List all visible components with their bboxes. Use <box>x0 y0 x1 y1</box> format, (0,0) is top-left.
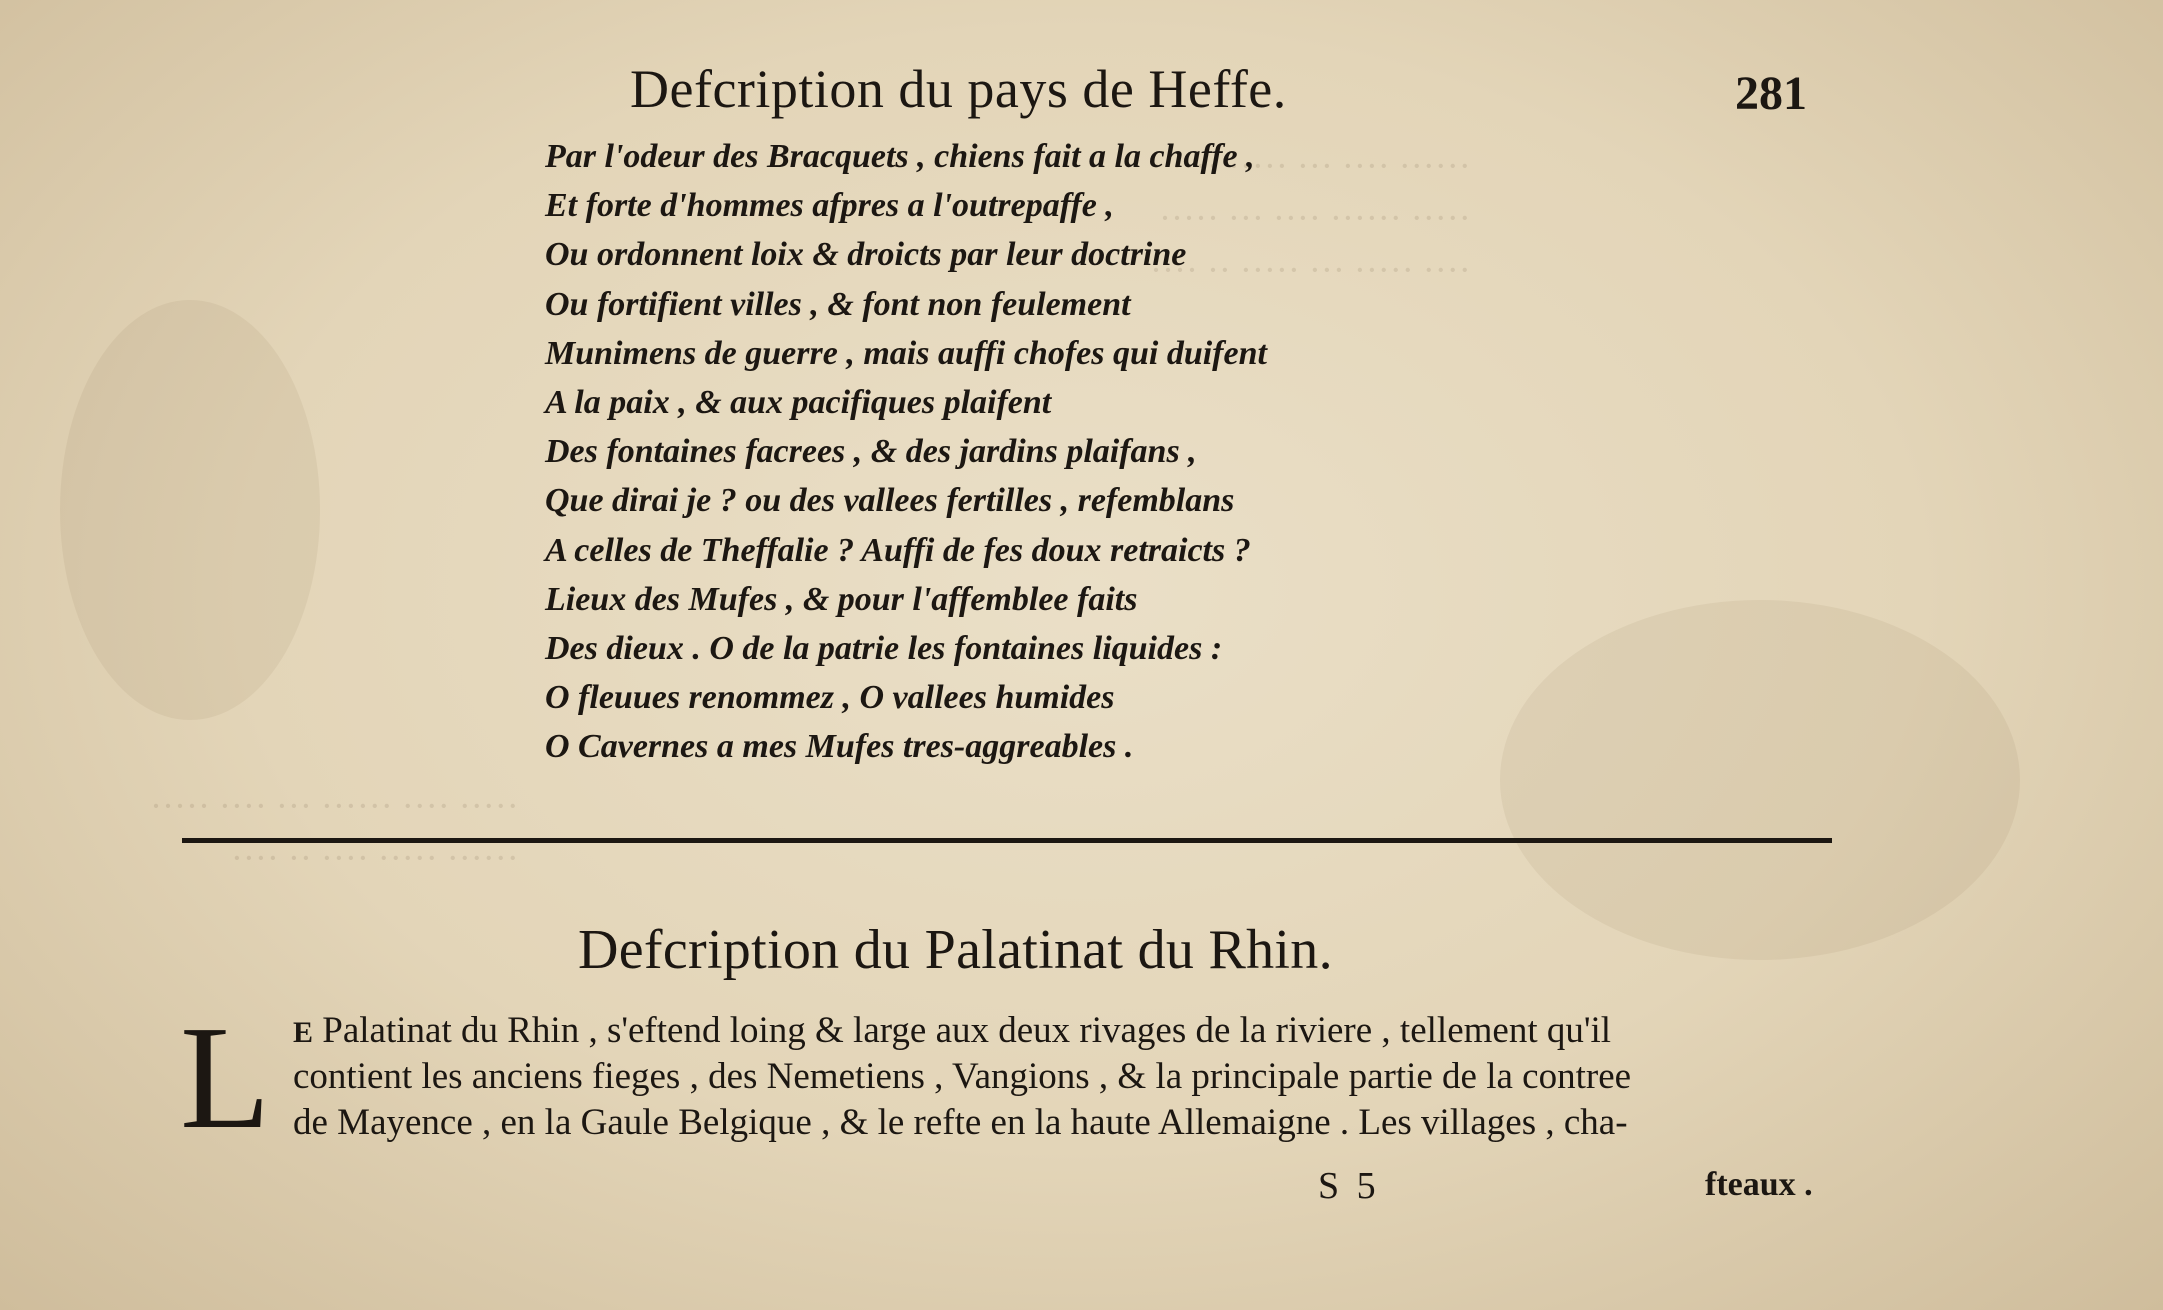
poem-line: A la paix , & aux pacifiques plaifent <box>545 383 1052 421</box>
body-line-text: Palatinat du Rhin , s'eftend loing & large aux deux rivages de la riviere , tellement qu'il <box>322 1010 1612 1051</box>
poem-verses <box>545 132 1445 771</box>
body-line: contient les anciens fieges , des Nemetiens , Vangions , & la principale partie de la contree <box>293 1056 1632 1097</box>
poem-line: Et forte d'hommes afpres a l'outrepaffe , <box>545 187 1114 225</box>
poem-line: Munimens de guerre , mais auffi chofes qui duifent <box>545 334 1267 372</box>
signature-mark: S 5 <box>1318 1165 1380 1207</box>
poem-line: O Cavernes a mes Mufes tres-aggreables . <box>545 728 1134 766</box>
poem-line: Lieux des Mufes , & pour l'affemblee faits <box>545 580 1138 618</box>
body-line <box>293 1008 1853 1054</box>
catchword: fteaux . <box>1705 1166 1813 1203</box>
poem-line: A celles de Theffalie ? Auffi de fes doux retraicts ? <box>545 531 1251 569</box>
poem-line: Des fontaines facrees , & des jardins plaifans , <box>545 433 1197 471</box>
running-title: Defcription du pays de Heffe. <box>630 59 1287 119</box>
body-line: de Mayence , en la Gaule Belgique , & le refte en la haute Allemaigne . Les villages , cha- <box>293 1102 1628 1143</box>
drop-cap: L <box>180 996 271 1160</box>
poem-line: Ou fortifient villes , & font non feulement <box>545 285 1131 323</box>
first-word: E <box>293 1016 314 1049</box>
page-header <box>0 58 2163 138</box>
show-through-text: ······ ···· ··· ····· ···· · ····· ······ ···· ··· ····· ···· ····· ··· ····· ·· ···· <box>1150 146 1471 290</box>
paper-stain <box>1500 600 2020 960</box>
page-number: 281 <box>1735 67 1807 120</box>
poem-line: Des dieux . O de la patrie les fontaines liquides : <box>545 629 1223 667</box>
section-body <box>293 1008 1853 1146</box>
paper-stain <box>60 300 320 720</box>
poem-line: O fleuues renommez , O vallees humides <box>545 679 1115 717</box>
poem-line: Ou ordonnent loix & droicts par leur doctrine <box>545 236 1187 274</box>
show-through-text: ····· ···· ······ ··· ···· ····· ······ ····· ···· ·· ···· <box>150 786 519 878</box>
poem-line: Que dirai je ? ou des vallees fertilles , refemblans <box>545 482 1235 520</box>
poem-line: Par l'odeur des Bracquets , chiens fait a la chaffe , <box>545 138 1255 175</box>
section-title: Defcription du Palatinat du Rhin. <box>578 919 1333 981</box>
section-divider-rule <box>182 838 1832 843</box>
